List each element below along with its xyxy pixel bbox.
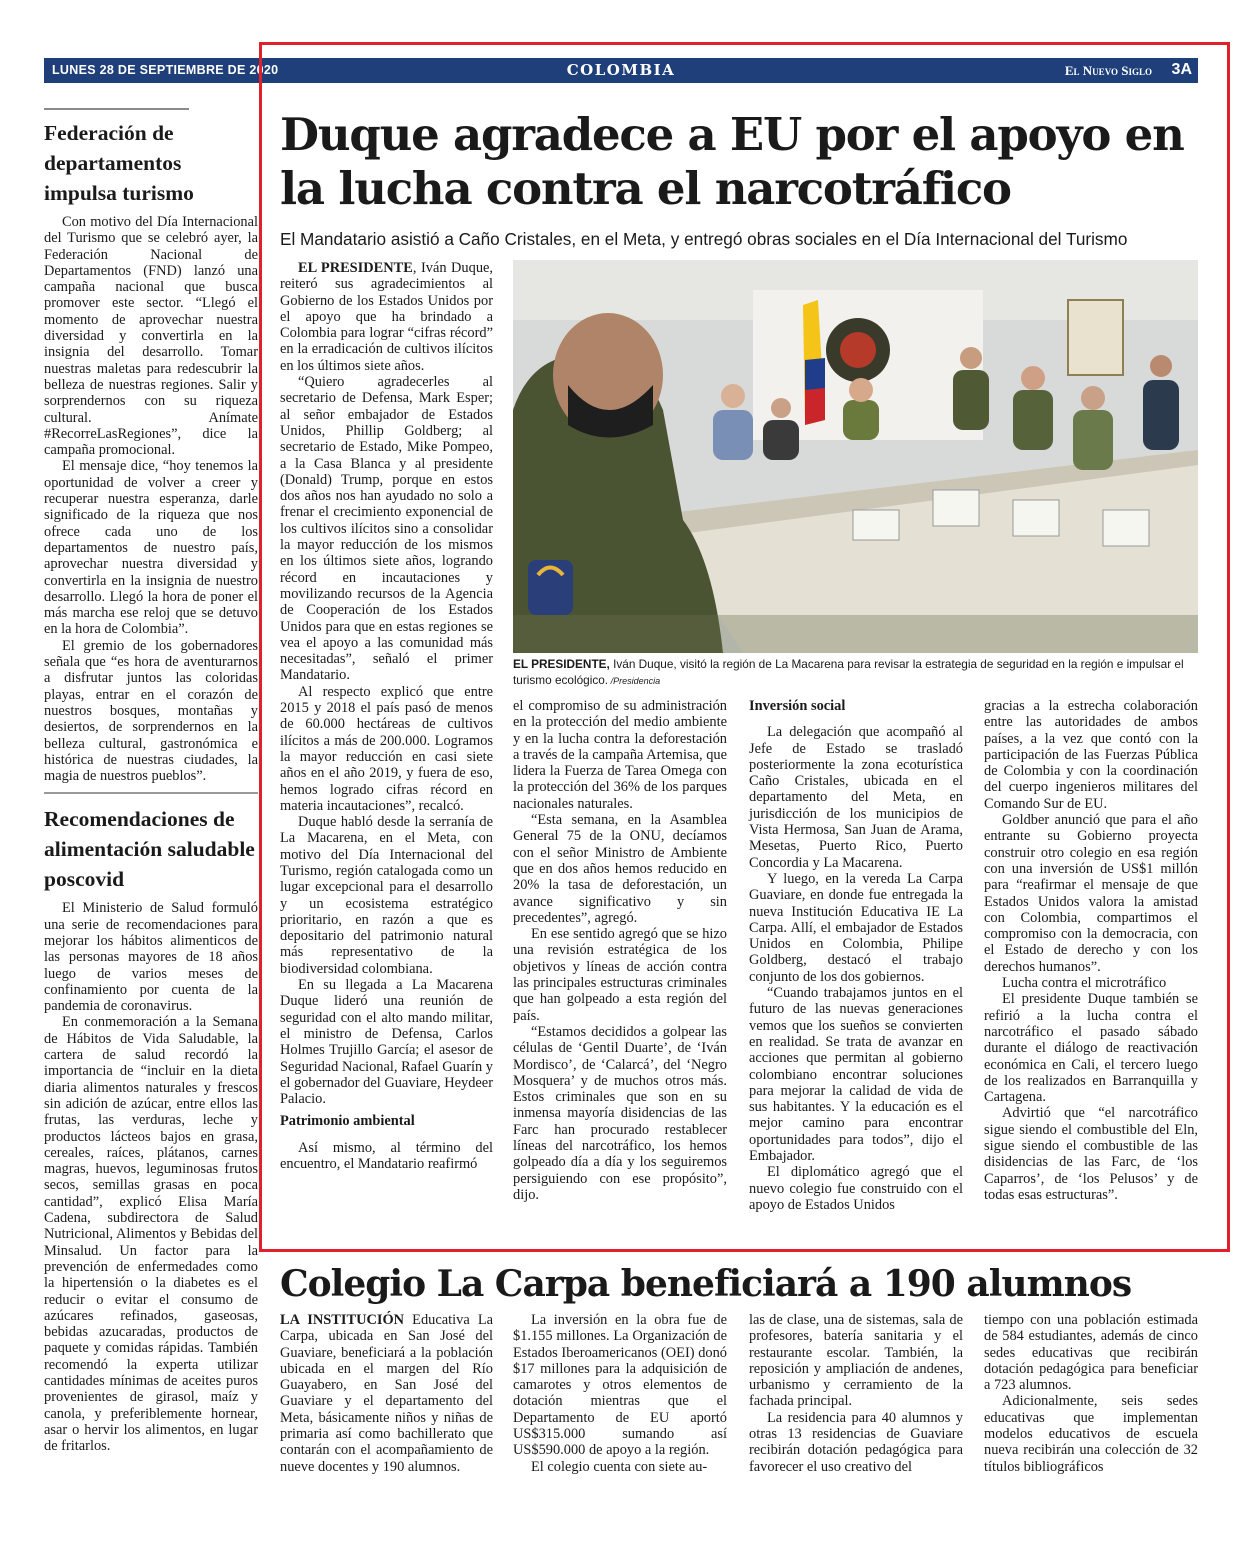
article-paragraph: Y luego, en la vereda La Carpa Guaviare, en donde fue entregada la nueva Institución Educativa IE La Carpa. Allí, el embajador de Estados Unidos en Colombia, Philipe Goldberg, destacó el trabajo conjunto de los dos gobiernos. xyxy=(749,870,963,985)
article-paragraph: El presidente Duque también se refirió a la lucha contra el narcotráfico el pasado sábado durante el diálogo de reactivación económica en Cali, el tercero luego de los realizados en Barranquilla y Cartagena. xyxy=(984,991,1198,1106)
main-deck: El Mandatario asistió a Caño Cristales, en el Meta, y entregó obras sociales en el Día Internacional del Turismo xyxy=(280,229,1128,249)
story2-column-3 xyxy=(749,1312,963,1475)
article-paragraph: tiempo con una población estimada de 584 estudiantes, además de cinco sedes educativas que recibirán dotación pedagógica para beneficiar a 723 alumnos. xyxy=(984,1312,1198,1394)
meeting-photo xyxy=(513,260,1198,653)
main-column-2 xyxy=(513,698,727,1203)
article-paragraph: El colegio cuenta con siete au- xyxy=(531,1458,708,1475)
sidebar-story1-paragraph: El gremio de los gobernadores señala que “es hora de aventurarnos a disfrutar juntos las coloridas playas, entrar en el corazón de nuestros bosques, montañas y desiertos, de sorprendernos en la belleza cultural, gastronómica e histórica de nuestras ciudades, la magia de nuestros pueblos”. xyxy=(44,637,258,785)
sidebar-story2-paragraph: El Ministerio de Salud formuló una serie de recomendaciones para mejorar los hábitos alimenticos de las personas mayores de 18 años luego de varios meses de confinamiento por cuenta de la pandemia de coronavirus. xyxy=(44,900,258,1015)
article-paragraph: La inversión en la obra fue de $1.155 millones. La Organización de Estados Iberoamericanos (OEI) donó $17 millones para la adquisición de camarotes y otros elementos de dotación mientras que el Departamento de EU aportó US$315.000 sumando así US$590.000 de apoyo a la región. xyxy=(513,1312,727,1459)
page-header-bar xyxy=(44,58,1198,83)
sidebar-story1-title: Federación de departamentos impulsa turismo xyxy=(44,121,194,205)
page-number: 3A xyxy=(1171,61,1192,78)
story2-lead-text: Educativa La Carpa, ubicada en San José del Guaviare, beneficiará a la población ubicada en el margen del Río Guayabero, en San José del Guaviare y el departamento del Meta, básicamente niños y niñas de primaria así como bachillerato que contarán con el acompañamiento de nueve docentes y 190 alumnos. xyxy=(280,1312,493,1475)
photo-caption xyxy=(513,656,1198,689)
subhead-inversion-social: Inversión social xyxy=(749,698,846,714)
sidebar-divider xyxy=(44,792,258,794)
caption-text: Iván Duque, visitó la región de La Macarena para revisar la estrategia de seguridad en la región e impulsar el turismo ecológico. xyxy=(513,657,1184,687)
section-name: COLOMBIA xyxy=(566,61,676,79)
article-paragraph: En su llegada a La Macarena Duque lideró una reunión de seguridad con el alto mando militar, el ministro de Defensa, Carlos Holmes Trujillo García; el asesor de Seguridad Nacional, Rafael Guarín y el gobernador del Guaviare, Heydeer Palacio. xyxy=(280,977,493,1108)
main-headline: Duque agradece a EU por el apoyo en la lucha contra el narcotráfico xyxy=(280,108,1184,215)
subhead-patrimonio: Patrimonio ambiental xyxy=(280,1113,415,1130)
caption-lead: EL PRESIDENTE, xyxy=(513,657,610,671)
sidebar-story2-title: Recomendaciones de alimentación saludable poscovid xyxy=(44,807,255,892)
article-paragraph xyxy=(280,260,493,374)
sidebar-story2-paragraph: En conmemoración a la Semana de Hábitos de Vida Saludable, la cartera de salud recordó la importancia de “incluir en la dieta diaria alimentos naturales y frescos sin adición de azúcar, entre ellos las frutas, las verduras, leche y productos lácteos bajos en grasa, cereales, raíces, plátanos, carnes magras, huevos, leguminosas frutos secos, semillas grasas en poca cantidad”, explicó Elisa María Cadena, subdirectora de Salud Nutricional, Alimentos y Bebidas del Minsalud. Un factor para la prevención de enfermedades como la hipertensión o la diabetes es el reducir o evitar el consumo de azúcares refinados, gaseosas, bebidas azucaradas, productos de paquete y comidas rápidas. También recomendó la experta utilizar cantidades mínimas de aceites puros provenientes de girasol, maíz y canola, y preferiblemente hornear, asar o hervir los alimentos, en lugar de fritarlos. xyxy=(44,1014,258,1455)
story2-column-4 xyxy=(984,1312,1198,1475)
article-paragraph: Al respecto explicó que entre 2015 y 2018 el país pasó de menos de 60.000 hectáreas de cultivos ilícitos a más de 200.000. Logramos la mayor reducción en casi siete años en el año 2019, y fuera de eso, hemos logrado cifras récord en materia incautaciones”, recalcó. xyxy=(280,683,493,814)
article-paragraph: Goldber anunció que para el año entrante su Gobierno proyecta construir otro colegio en esa región con una inversión de US$1 millón para “reafirmar el mensaje de que Estados Unidos valora la amistad con Colombia, compartimos el compromiso con la democracia, con el Estado de derecho y con los derechos humanos”. xyxy=(984,812,1198,975)
article-paragraph: En ese sentido agregó que se hizo una revisión estratégica de los objetivos y líneas de acción contra las principales estructuras criminales que han golpeado a esta región del país. xyxy=(513,926,727,1024)
sidebar-story2-body xyxy=(44,900,258,1454)
sidebar-top-rule xyxy=(44,108,189,110)
story2-column-1 xyxy=(280,1312,493,1475)
issue-date: LUNES 28 DE SEPTIEMBRE DE 2020 xyxy=(52,63,279,77)
meeting-photo-illustration xyxy=(513,260,1198,653)
article-paragraph: Advirtió que “el narcotráfico sigue siendo el combustible del Eln, sigue siendo el combustible de las disidencias de las Farc, de ‘los Caparros’, de ‘los Pelusos’ y de todas esas estructuras”. xyxy=(984,1105,1198,1203)
story2-lead: LA INSTITUCIÓN xyxy=(280,1312,405,1328)
main-column-1 xyxy=(280,260,493,1172)
sidebar-story1-paragraph: El mensaje dice, “hoy tenemos la oportunidad de volver a creer y recuperar nuestra esperanza, darle significado de la riqueza que nos ofrece cada uno de los departamentos de nuestro país, aprovechar nuestra diversidad y convertirla en la insignia de nuestro desarrollo. Llegó la hora de poner el más marcha ese reloj que se detuvo en la hora de Colombia”. xyxy=(44,458,258,638)
newspaper-brand: El Nuevo Siglo xyxy=(1064,63,1152,78)
story2-headline: Colegio La Carpa beneficiará a 190 alumnos xyxy=(280,1263,1132,1305)
article-paragraph: La delegación que acompañó al Jefe de Estado se trasladó posteriormente la zona ecoturística Caño Cristales, ubicada en el departamento del Meta, en jurisdicción de los municipios de Vista Hermosa, San Juan de Arama, Mesetas, Puerto Rico, Puerto Concordia y La Macarena. xyxy=(749,724,963,871)
sidebar-story1-body xyxy=(44,214,258,784)
sidebar-story1-paragraph: Con motivo del Día Internacional del Turismo que se celebró ayer, la Federación Nacional de Departamentos (FND) lanzó una campaña nacional que busca promover este sector. “Llegó el momento de aprovechar nuestra diversidad y convertirla en la insignia del desarrollo. Tomar nuestras maletas para redescubrir la belleza de nuestras regiones. Salir y sorprendernos con su riqueza cultural. Anímate #RecorreLasRegiones”, dice la campaña promocional. xyxy=(44,214,258,459)
article-paragraph: La residencia para 40 alumnos y otras 13 residencias de Guaviare recibirán dotación pedagógica para favorecer el uso creativo del xyxy=(749,1409,963,1475)
article-paragraph: “Cuando trabajamos juntos en el futuro de las nuevas generaciones vemos que los sueños se convierten en realidad. Se trata de avanzar en acciones que permitan al gobierno colombiano encontrar soluciones para mejorar la calidad de vida de sus habitantes. Y la educación es el mejor camino para encontrar oportunidades para todos”, dijo el Embajador. xyxy=(749,985,963,1165)
story2-column-2 xyxy=(513,1312,727,1475)
article-paragraph: Adicionalmente, seis sedes educativas que implementan modelos educativos de escuela nueva recibirán una colección de 32 títulos bibliográficos xyxy=(984,1393,1198,1475)
article-lead: EL PRESIDENTE xyxy=(298,260,413,276)
article-paragraph: Duque habló desde la serranía de La Macarena, en el Meta, con motivo del Día Internacional del Turismo, región catalogada como un lugar excepcional para el desarrollo y un ecosistema estratégico prioritario, en razón a que es depositario del patrimonio natural más representativo de la biodiversidad colombiana. xyxy=(280,814,493,977)
article-paragraph: las de clase, una de sistemas, sala de profesores, batería sanitaria y el restaurante escolar. También, la reposición y ampliación de andenes, urbanismo y cerramiento de la fachada principal. xyxy=(749,1312,963,1410)
article-paragraph xyxy=(280,1312,493,1475)
article-lead-text: , Iván Duque, reiteró sus agradecimientos al Gobierno de los Estados Unidos por el apoyo que ha brindado a Colombia para lograr “cifras récord” en la erradicación de cultivos ilícitos en los últimos siete años. xyxy=(280,260,494,374)
article-paragraph: Así mismo, al término del encuentro, el Mandatario reafirmó xyxy=(280,1139,493,1173)
left-sidebar xyxy=(44,108,258,1454)
article-paragraph: gracias a la estrecha colaboración entre las autoridades de ambos países, a la vez que contó con la participación de las Fuerzas Pública de Colombia y con la coordinación del cuerpo ingenieros militares del Comando Sur de EU. xyxy=(984,698,1198,812)
main-column-3 xyxy=(749,698,963,1213)
article-paragraph: Lucha contra el microtráfico xyxy=(1002,975,1167,992)
photo-credit: /Presidencia xyxy=(608,676,661,686)
article-paragraph: “Esta semana, en la Asamblea General 75 de la ONU, decíamos con el señor Ministro de Ambiente que en dos años hemos reducido en 20% la tasa de deforestación, un avance significativo y sin precedentes”, agregó. xyxy=(513,812,727,926)
article-paragraph: El diplomático agregó que el nuevo colegio fue construido con el apoyo de Estados Unidos xyxy=(749,1164,963,1213)
article-paragraph: “Estamos decididos a golpear las células de ‘Gentil Duarte’, de ‘Iván Mordisco’, de ‘Calarcá’, del ‘Negro Mosquera’ y de muchos otros más. Estos criminales que son en su inmensa mayoría disidencias de las Farc han procurado restablecer líneas del narcotráfico, los hemos golpeado día a día y los seguiremos persiguiendo con ese propósito”, dijo. xyxy=(513,1023,727,1203)
main-column-4 xyxy=(984,698,1198,1203)
article-paragraph: el compromiso de su administración en la protección del medio ambiente y en la lucha contra la deforestación a través de la campaña Artemisa, que lidera la Fuerza de Tarea Omega con la protección del 36% de los parques nacionales naturales. xyxy=(513,698,727,812)
article-paragraph: “Quiero agradecerles al secretario de Defensa, Mark Esper; al señor embajador de Estados Unidos, Phillip Goldberg; al secretario de Estado, Mike Pompeo, a la Casa Blanca y al presidente (Donald) Trump, porque en estos dos años nos han ayudado no solo a frenar el crecimiento exponencial de los cultivos ilícitos sino a consolidar la mayor reducción de los mismos en los últimos siete años, logrando récord en incautaciones y movilizando recursos de la Agencia de Cooperación de los Estados Unidos para que en estas regiones se vea el apoyo a las comunidad más necesitadas”, señaló el primer Mandatario. xyxy=(280,374,493,684)
